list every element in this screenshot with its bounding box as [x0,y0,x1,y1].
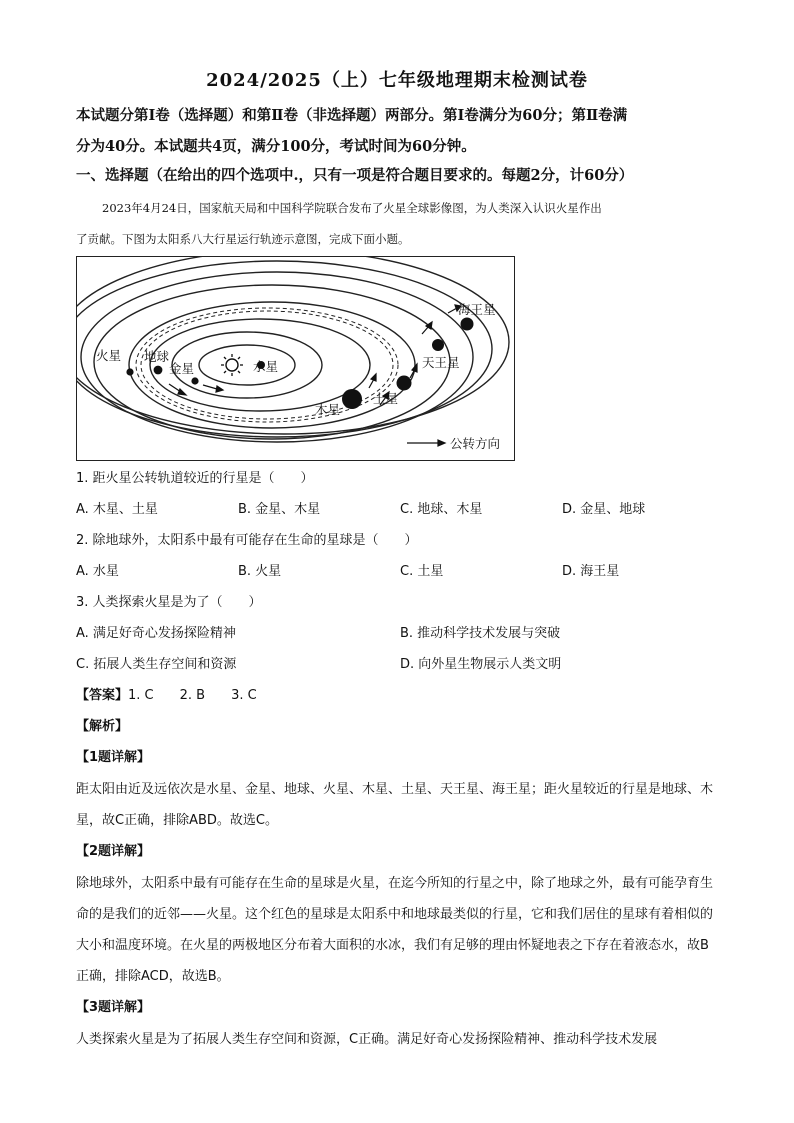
detail-3-label: 【3题详解】 [76,1000,151,1015]
solar-system-diagram [76,256,515,461]
planet-uranus [432,339,444,351]
question-2-option-d[interactable]: D. 海王星 [562,564,620,579]
question-1-option-c[interactable]: C. 地球、木星 [400,502,483,517]
orbit-mercury [199,345,295,385]
label-earth: 地球 [144,349,170,364]
question-3-stem: 3. 人类探索火星是为了（ ） [76,595,262,610]
section-heading: 一、选择题（在给出的四个选项中.，只有一项是符合题目要求的。每题2分，计60分） [76,167,634,184]
detail-1-label: 【1题详解】 [76,750,151,765]
planet-saturn [397,376,412,391]
question-1-stem: 1. 距火星公转轨道较近的行星是（ ） [76,471,314,486]
label-mercury: 水星 [253,359,279,374]
planet-neptune [461,318,474,331]
label-neptune: 海王星 [458,302,496,317]
answer-line [76,686,257,706]
label-saturn: 土星 [373,391,399,406]
question-2-stem: 2. 除地球外，太阳系中最有可能存在生命的星球是（ ） [76,533,418,548]
label-legend: 公转方向 [450,436,501,451]
question-1-option-b[interactable]: B. 金星、木星 [238,502,321,517]
orbit-neptune [77,257,509,434]
question-1-option-a[interactable]: A. 木星、土星 [76,502,158,517]
label-uranus: 天王星 [422,355,460,370]
label-mars: 火星 [96,348,122,363]
label-jupiter: 木星 [315,402,341,417]
page-title: 2024/2025（上）七年级地理期末检测试卷 [206,70,588,91]
detail-2-label: 【2题详解】 [76,844,151,859]
intro-line-2: 分为40分。本试题共4页，满分100分，考试时间为60分钟。 [76,138,476,155]
passage-line-1: 2023年4月24日，国家航天局和中国科学院联合发布了火星全球影像图，为人类深入认识火星作出 [102,201,602,215]
planet-earth [154,366,163,375]
question-2-option-c[interactable]: C. 土星 [400,564,444,579]
question-3-option-c[interactable]: C. 拓展人类生存空间和资源 [76,657,237,672]
planet-jupiter [342,389,362,409]
question-3-option-a[interactable]: A. 满足好奇心发扬探险精神 [76,626,236,641]
planet-venus [191,377,198,384]
question-3-option-d[interactable]: D. 向外星生物展示人类文明 [400,657,562,672]
analysis-label: 【解析】 [76,719,129,734]
detail-1-text: 距太阳由近及远依次是水星、金星、地球、火星、木星、土星、天王星、海王星；距火星较近的行星是地球、木星，故C正确，排除ABD。故选C。 [76,782,714,828]
answer-values: 1. C 2. B 3. C [128,688,257,703]
question-2-option-a[interactable]: A. 水星 [76,564,119,579]
sun-icon [221,354,243,376]
passage-line-2: 了贡献。下图为太阳系八大行星运行轨迹示意图，完成下面小题。 [76,232,410,246]
detail-2-text: 除地球外，太阳系中最有可能存在生命的星球是火星，在迄今所知的行星之中，除了地球之外，最有可能孕育生命的是我们的近邻——火星。这个红色的星球是太阳系中和地球最类似的行星，它和我们居住的星球有着相似的大小和温度环境。在火星的两极地区分布着大面积的水冰，我们有足够的理由怀疑地表之下存在着液态水，故B正确，排除ACD，故选B。 [76,876,714,984]
question-3-option-b[interactable]: B. 推动科学技术发展与突破 [400,626,561,641]
planet-mars [126,368,133,375]
answer-label: 【答案】 [76,688,129,703]
detail-3-text: 人类探索火星是为了拓展人类生存空间和资源，C正确。满足好奇心发扬探险精神、推动科学技术发展 [76,1032,658,1047]
label-venus: 金星 [169,361,195,376]
orbit-venus [172,332,322,398]
question-2-option-b[interactable]: B. 火星 [238,564,282,579]
intro-line-1: 本试题分第Ⅰ卷（选择题）和第Ⅱ卷（非选择题）两部分。第Ⅰ卷满分为60分；第Ⅱ卷满 [76,107,628,124]
question-1-option-d[interactable]: D. 金星、地球 [562,502,646,517]
